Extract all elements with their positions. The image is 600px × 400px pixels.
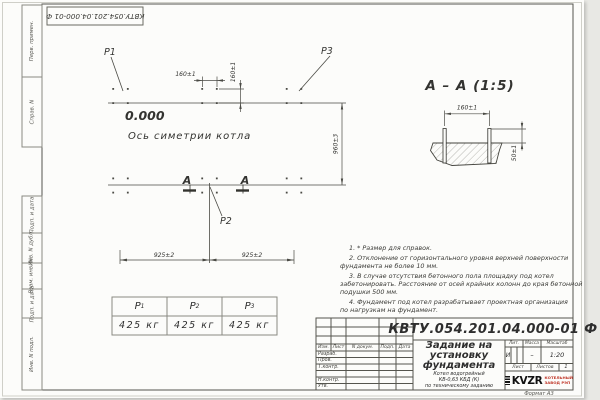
rev-col-list: Лист bbox=[332, 345, 345, 350]
section-dim-bolts: 160±1 bbox=[456, 104, 478, 112]
scale-label: Масштаб bbox=[546, 341, 568, 346]
note-line: 3. В случае отсутствия бетонного пола площадку под котел bbox=[349, 271, 554, 280]
section-concrete bbox=[431, 129, 503, 166]
dim-bolt-y: 160±1 bbox=[230, 61, 237, 83]
document-title-line: Задание на bbox=[425, 340, 493, 351]
load-point-p2: P2 bbox=[220, 216, 232, 227]
company-name bbox=[544, 376, 573, 385]
load-table-header-p2: Р 2 bbox=[189, 301, 200, 312]
note-line: фундамента не более 10 мм. bbox=[340, 262, 439, 270]
load-table-header-p1: Р 1 bbox=[134, 301, 145, 312]
margin-label-podp-data-1: Подп. и дата bbox=[29, 196, 36, 233]
elevation-mark: 0.000 bbox=[125, 108, 165, 123]
note-line: по нагрузкам на фундамент. bbox=[340, 306, 439, 315]
dim-bolt-x: 160±1 bbox=[175, 71, 196, 78]
section-letter-left: А bbox=[182, 174, 192, 187]
section-dim-height: 50±1 bbox=[511, 144, 518, 162]
margin-label-inv-podl: Инв. N подл. bbox=[29, 336, 35, 372]
load-point-p3: P3 bbox=[321, 46, 333, 57]
section-title: А – А (1:5) bbox=[425, 78, 515, 94]
margin-label-podp-data-2: Подп. и дата bbox=[29, 285, 36, 322]
dim-span-right: 925±2 bbox=[241, 252, 263, 259]
role-nkontr: Н.контр. bbox=[318, 377, 340, 383]
document-title-line: установку bbox=[429, 350, 489, 361]
format-note: Формат А3 bbox=[524, 391, 554, 397]
sheets-total-value: 1 bbox=[564, 364, 568, 371]
load-table-value-p2: 425 кг bbox=[174, 320, 215, 331]
note-line: 2. Отклонение от горизонтального уровня верхней поверхности bbox=[349, 253, 569, 262]
mass-value: – bbox=[530, 351, 534, 360]
load-table-header-p3: Р 3 bbox=[244, 301, 255, 312]
corner-designation: КВТУ.054.201.04.000-01 Ф bbox=[45, 11, 145, 21]
sheet-label: Лист bbox=[512, 364, 524, 370]
margin-label-inv-dubl: Инв. N дубл. bbox=[29, 230, 35, 266]
plan-lines bbox=[108, 56, 346, 263]
document-subtitle-line: КВ-0,63 КБД (К) bbox=[438, 376, 480, 383]
document-subtitle-line: по техническому заданию bbox=[424, 382, 493, 389]
kvzr-logo-icon bbox=[505, 376, 510, 385]
axis-of-symmetry-label: Ось симетрии котла bbox=[128, 131, 252, 142]
title-block-designation: КВТУ.054.201.04.000-01 Ф bbox=[388, 322, 598, 337]
note-line: подушки 500 мм. bbox=[340, 288, 399, 297]
rev-col-data: Дата bbox=[398, 345, 411, 350]
note-line: 1. * Размер для справок. bbox=[349, 244, 432, 252]
kvzr-logo-text: KVZR bbox=[511, 374, 543, 387]
company-logo-block bbox=[505, 371, 573, 390]
company-name-line: КОТЕЛЬНЫЙ bbox=[544, 375, 573, 381]
margin-label-sprav-n: Справ. N bbox=[29, 99, 35, 125]
technical-notes bbox=[340, 244, 583, 315]
anchor-bolt-right bbox=[488, 129, 491, 164]
note-line: 4. Фундамент под котел разрабатывает проектная организация bbox=[349, 298, 568, 306]
lit-value: И bbox=[505, 351, 511, 359]
plan-dim-arrows bbox=[120, 79, 343, 261]
role-utv: Утв. bbox=[318, 384, 329, 390]
margin-label-vzam-inv: Взам. инв. N bbox=[29, 258, 35, 294]
lit-label: Лит. bbox=[508, 341, 520, 346]
load-table-value-p1: 425 кг bbox=[119, 320, 160, 331]
margin-label-perv-primen: Перв. примен. bbox=[29, 20, 35, 62]
section-letter-right: А bbox=[240, 174, 250, 187]
load-point-p1: P1 bbox=[104, 47, 116, 58]
dim-rows: 960±3 bbox=[332, 133, 340, 155]
anchor-bolt-left bbox=[443, 129, 446, 164]
company-name-line: ЗАВОД РЭП bbox=[544, 379, 571, 385]
role-tkontr: Т.контр. bbox=[318, 364, 339, 370]
role-prov: Пров. bbox=[318, 358, 332, 364]
role-razrab: Разраб. bbox=[318, 351, 337, 357]
document-title bbox=[413, 341, 505, 371]
plan-dimensions bbox=[120, 77, 342, 265]
rev-col-ndoc: N докум. bbox=[351, 345, 374, 350]
rev-col-izm: Изм. bbox=[318, 345, 329, 350]
note-line: забетонировать. Расстояние от осей крайних колонн до края бетонной bbox=[340, 280, 583, 288]
sheets-total-label: Листов bbox=[536, 364, 554, 370]
rev-col-podp: Подп. bbox=[380, 345, 395, 350]
document-subtitle bbox=[413, 371, 505, 389]
document-title-line: фундамента bbox=[422, 360, 496, 371]
scale-value: 1:20 bbox=[549, 351, 565, 360]
dim-span-left: 925±2 bbox=[153, 252, 175, 259]
load-table-value-p3: 425 кг bbox=[229, 320, 270, 331]
mass-label: Масса bbox=[525, 341, 539, 346]
document-subtitle-line: Котел водогрейный bbox=[433, 371, 485, 377]
